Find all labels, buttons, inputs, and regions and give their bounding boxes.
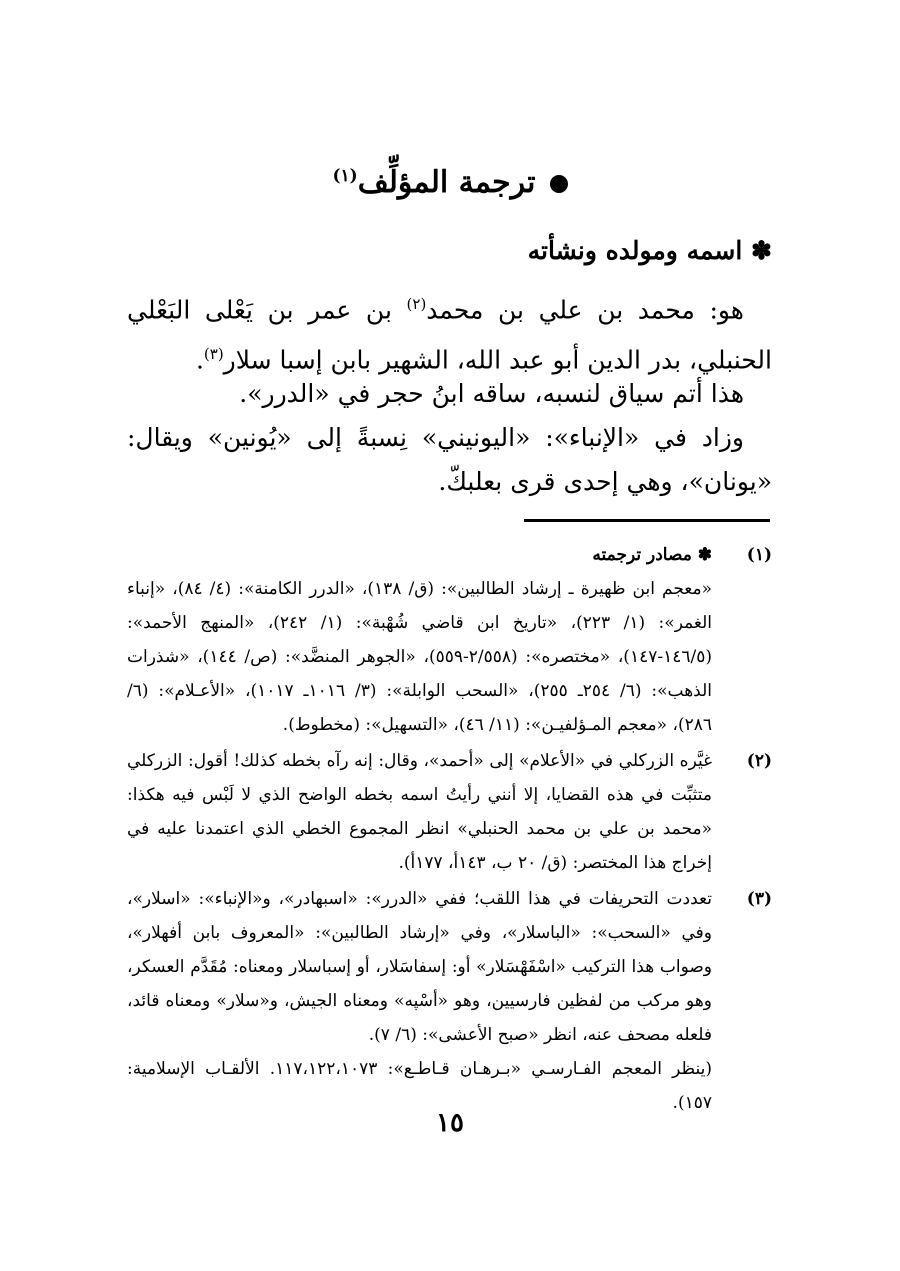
chapter-title xyxy=(0,165,900,200)
paragraph-additions: وزاد في «الإنباء»: «اليونيني» نِسبةً إلى «يُونين» ويقال: «يونان»، وهي إحدى قرى بعلبكّ. xyxy=(127,423,772,496)
section-heading-text: اسمه ومولده ونشأته xyxy=(527,236,743,265)
chapter-title-text: ترجمة المؤلِّف xyxy=(357,165,536,200)
footnote-ref-3: (٣) xyxy=(203,345,224,364)
star-icon: ✽ xyxy=(751,236,772,265)
footnotes xyxy=(127,538,772,1122)
footnote-number: (٣) xyxy=(746,889,772,909)
footnote-number: (٢) xyxy=(746,751,772,771)
bullet-icon xyxy=(550,175,568,193)
paragraph-name: هو: محمد بن علي بن محمد$^{(٢)}$ بن عمر بن يَعْلى البَعْلي الحنبلي، بدر الدين أبو عبد الله، الشهير بابن إسبا سلار$^{(٣)}$. xyxy=(127,295,772,375)
footnote-3 xyxy=(127,882,772,1120)
footnote-2 xyxy=(127,744,772,880)
footnote-heading: ✽ مصادر ترجمته xyxy=(592,545,712,565)
footnote-text: «معجم ابن ظهيرة ـ إرشاد الطالبين»: (ق/ ١٣٨)، «الدرر الكامنة»: (٤/ ٨٤)، «إنباء الغمر»: (١/ ٢٢٣)، «تاريخ ابن قاضي شُهْبة»: (١/ ٢٤٢)، «المنهج الأحمد»: (١٤٦/٥-١٤٧)، «مختصره»: (٢/٥٥٨-٥٥٩)، «الجوهر المنضَّد»: (ص/ ١٤٤)، «شذرات الذهب»: (٦/ ٢٥٤ـ ٢٥٥)، «السحب الوابلة»: (٣/ ١٠١٦ـ ١٠١٧)، «الأعـلام»: (٦/ ٢٨٦)، «معجم المـؤلفيـن»: (١١/ ٤٦)، «التسهيل»: (مخطوط). xyxy=(127,579,713,735)
page-number: ١٥ xyxy=(436,1108,464,1138)
footnote-extra: (ينظر المعجم الفـارسـي «بـرهـان قـاطـع»: ١١٧،١٢٢،١٠٧٣. الألقـاب الإسلامية: ١٥٧). xyxy=(127,1059,712,1113)
footnote-text: تعددت التحريفات في هذا اللقب؛ ففي «الدرر»: «اسبهادر»، و«الإنباء»: «اسلار»، وفي «السحب»: «الباسلار»، وفي «إرشاد الطالبين»: «المعروف بابن أفهلار»، وصواب هذا التركيب «اسْفَهْسَلار» أو: إسفاسَلار، أو إسباسلار ومعناه: مُقَدَّم العسكر، وهو مركب من لفظين فارسيين، وهو «أسْپه» ومعناه الجيش، و«سلار» ومعناه قائد، فلعله مصحف عنه، انظر «صبح الأعشى»: (٦/ ٧). xyxy=(127,889,712,1045)
footnote-text: غيَّره الزركلي في «الأعلام» إلى «أحمد»، وقال: إنه رآه بخطه كذلك! أقول: الزركلي متثبِّت في هذه القضايا، إلا أنني رأيتُ اسمه بخطه الواضح الذي لا لَبْس فيه هكذا: «محمد بن علي بن محمد الحنبلي» انظر المجموع الخطي الذي اعتمدنا عليه في إخراج هذا المختصر: (ق/ ٢٠ ب، ١٤٣أ، ١٧٧أ). xyxy=(127,751,712,873)
footnote-divider xyxy=(524,519,770,522)
footnote-1 xyxy=(127,538,772,742)
paragraph-lineage: هذا أتم سياق لنسبه، ساقه ابنُ حجر في «الدرر». xyxy=(239,379,744,408)
footnote-ref-2: (٢) xyxy=(406,295,427,313)
section-heading xyxy=(132,236,772,265)
footnote-ref-1: (١) xyxy=(332,166,358,186)
footnote-number: (١) xyxy=(746,545,772,565)
